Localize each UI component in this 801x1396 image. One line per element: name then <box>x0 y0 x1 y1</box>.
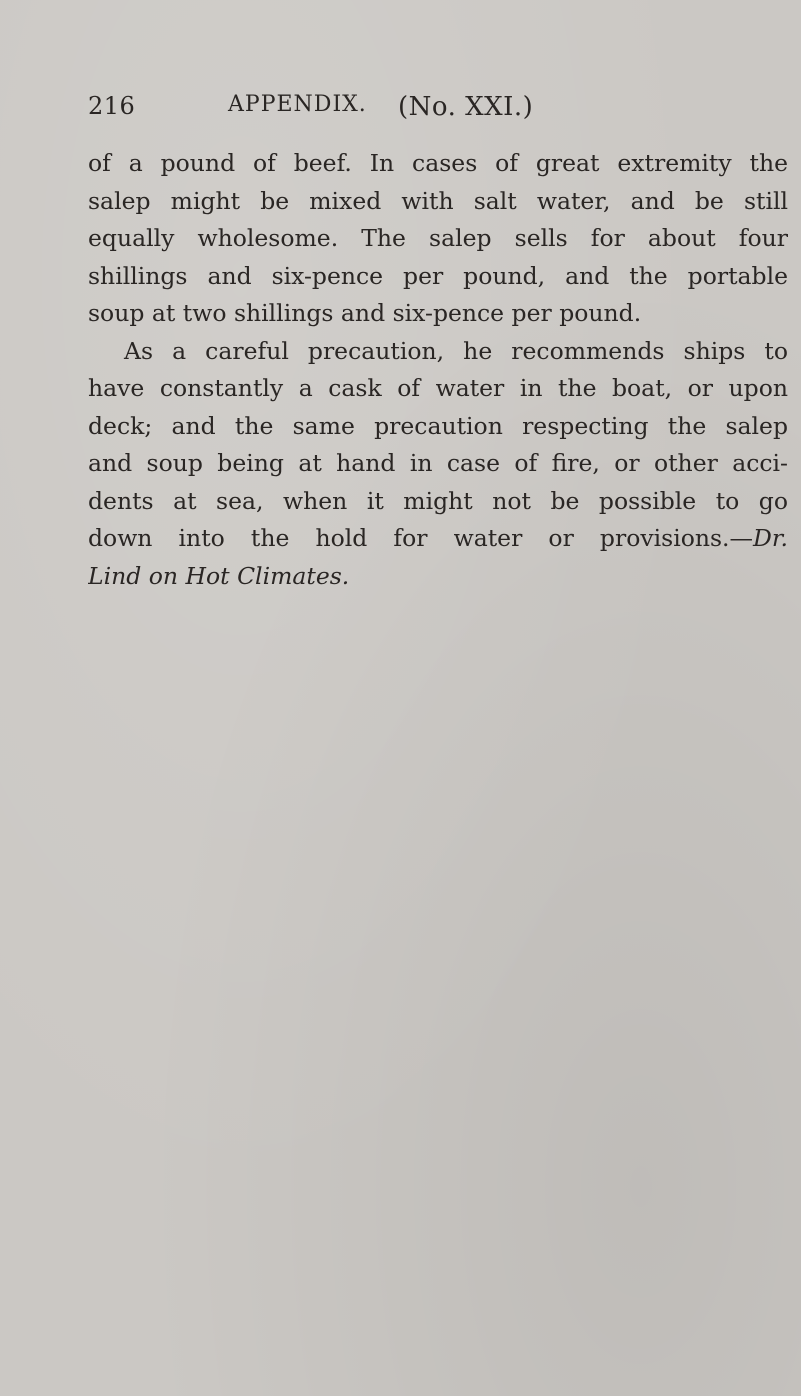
attribution-author: Dr. <box>753 524 788 552</box>
appendix-number: (No. XXI.) <box>398 92 534 122</box>
text-line: deck; and the same precaution respecting the salep <box>88 411 788 440</box>
text-fragment: down into the hold for water or provisions.— <box>88 524 754 552</box>
text-line: equally wholesome. The salep sells for about four <box>88 224 788 252</box>
text-line: of a pound of beef. In cases of great extremity the <box>88 149 788 177</box>
text-line: As a careful precaution, he recommends ships to <box>124 336 788 365</box>
section-title: APPENDIX. <box>228 92 367 117</box>
text-line: soup at two shillings and six-pence per pound. <box>88 299 642 327</box>
running-head <box>88 92 788 132</box>
text-line-with-attribution <box>88 520 788 558</box>
text-line: and soup being at hand in case of fire, or other acci- <box>88 449 788 477</box>
text-line: salep might be mixed with salt water, and be still <box>88 186 788 215</box>
text-line: have constantly a cask of water in the boat, or upon <box>88 374 788 402</box>
page-number: 216 <box>88 92 136 120</box>
text-line: dents at sea, when it might not be possible to go <box>88 486 788 515</box>
body-text <box>88 145 788 595</box>
attribution-source: Lind on Hot Climates. <box>88 561 350 590</box>
text-line: shillings and six-pence per pound, and the portable <box>88 261 788 290</box>
